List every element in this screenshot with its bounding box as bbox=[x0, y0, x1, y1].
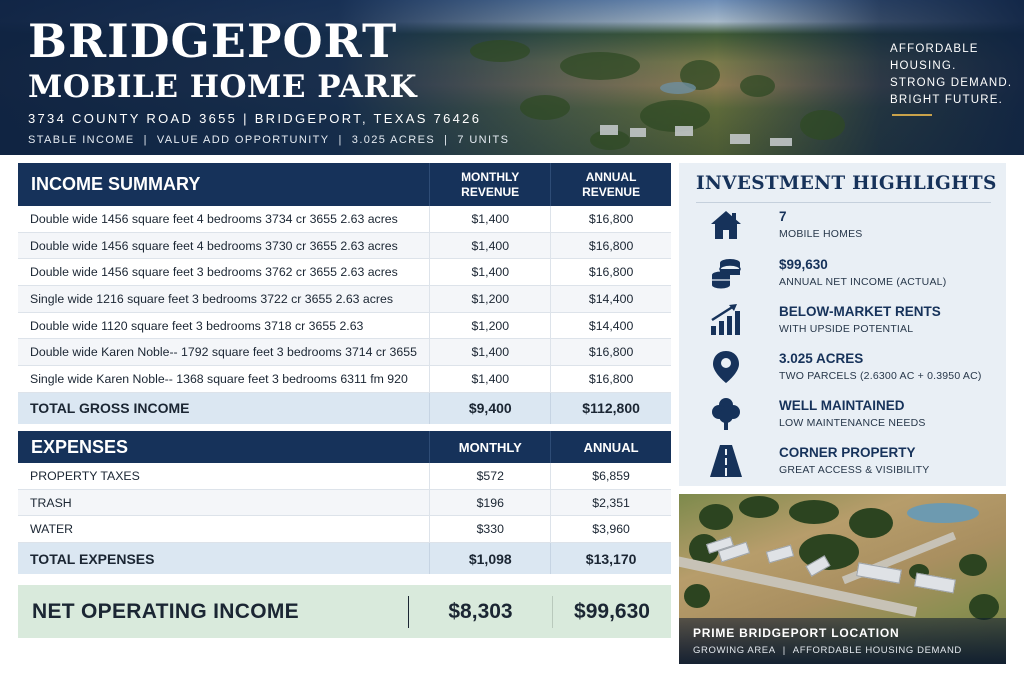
highlight-sub: LOW MAINTENANCE NEEDS bbox=[779, 417, 926, 429]
annual-revenue: $16,800 bbox=[550, 233, 671, 259]
tag-separator: | bbox=[143, 134, 148, 146]
header-banner bbox=[0, 0, 1024, 155]
noi-monthly: $8,303 bbox=[448, 599, 513, 623]
slogan-line: HOUSING. bbox=[890, 60, 957, 72]
highlight-item bbox=[696, 443, 996, 487]
expense-rows bbox=[18, 463, 671, 543]
highlight-main: $99,630 bbox=[779, 257, 828, 272]
table-row bbox=[18, 463, 671, 490]
total-annual: $13,170 bbox=[550, 543, 671, 574]
expense-annual: $2,351 bbox=[550, 490, 671, 516]
title-line-2: MOBILE HOME PARK bbox=[28, 69, 418, 105]
coin-stack-icon bbox=[708, 255, 744, 291]
highlight-sub: MOBILE HOMES bbox=[779, 228, 863, 240]
expense-label: WATER bbox=[30, 522, 74, 537]
annual-revenue: $14,400 bbox=[550, 286, 671, 312]
tree-icon bbox=[708, 396, 744, 432]
annual-revenue: $16,800 bbox=[550, 366, 671, 392]
expense-monthly: $572 bbox=[429, 463, 550, 489]
total-label: TOTAL GROSS INCOME bbox=[30, 400, 190, 417]
slogan-line: STRONG DEMAND. bbox=[890, 77, 1013, 89]
highlight-main: 7 bbox=[779, 209, 787, 224]
table-row bbox=[18, 339, 671, 366]
gold-divider bbox=[892, 114, 932, 116]
unit-description: Single wide Karen Noble-- 1368 square feet 3 bedrooms 6311 fm 920 bbox=[30, 371, 408, 386]
income-title: INCOME SUMMARY bbox=[31, 174, 201, 194]
table-row bbox=[18, 516, 671, 543]
location-photo bbox=[679, 494, 1006, 664]
location-sub-left: GROWING AREA bbox=[693, 645, 776, 656]
highlight-sub: TWO PARCELS (2.6300 AC + 0.3950 AC) bbox=[779, 370, 982, 382]
income-summary-table bbox=[18, 163, 671, 424]
monthly-revenue: $1,400 bbox=[429, 233, 550, 259]
table-row bbox=[18, 313, 671, 340]
total-expenses-row bbox=[18, 543, 671, 574]
annual-revenue: $14,400 bbox=[550, 313, 671, 339]
total-annual: $112,800 bbox=[550, 393, 671, 424]
road-icon bbox=[708, 443, 744, 479]
annual-revenue: $16,800 bbox=[550, 259, 671, 285]
unit-description: Double wide 1120 square feet 3 bedrooms 3718 cr 3655 2.63 bbox=[30, 318, 364, 333]
expense-monthly: $196 bbox=[429, 490, 550, 516]
expense-annual: $6,859 bbox=[550, 463, 671, 489]
highlight-item bbox=[696, 349, 996, 393]
tagline bbox=[28, 134, 509, 146]
total-monthly: $1,098 bbox=[429, 543, 550, 574]
tag-separator: | bbox=[338, 134, 343, 146]
total-gross-income-row bbox=[18, 393, 671, 424]
expense-label: PROPERTY TAXES bbox=[30, 468, 140, 483]
highlight-main: 3.025 ACRES bbox=[779, 351, 864, 366]
investment-highlights-panel bbox=[679, 163, 1006, 486]
monthly-revenue: $1,200 bbox=[429, 313, 550, 339]
highlight-item bbox=[696, 207, 996, 251]
income-rows bbox=[18, 206, 671, 393]
house-icon bbox=[708, 207, 744, 243]
highlight-main: BELOW-MARKET RENTS bbox=[779, 304, 941, 319]
highlight-item bbox=[696, 255, 996, 299]
slogan bbox=[890, 41, 1012, 109]
unit-description: Double wide 1456 square feet 3 bedrooms 3762 cr 3655 2.63 acres bbox=[30, 265, 398, 280]
location-sub-right: AFFORDABLE HOUSING DEMAND bbox=[792, 645, 962, 656]
income-col-annual: ANNUAL REVENUE bbox=[550, 163, 671, 206]
annual-revenue: $16,800 bbox=[550, 206, 671, 232]
monthly-revenue: $1,400 bbox=[429, 259, 550, 285]
expense-monthly: $330 bbox=[429, 516, 550, 542]
tag-separator: | bbox=[444, 134, 449, 146]
annual-revenue: $16,800 bbox=[550, 339, 671, 365]
location-caption bbox=[679, 618, 1006, 664]
total-monthly: $9,400 bbox=[429, 393, 550, 424]
highlight-main: CORNER PROPERTY bbox=[779, 445, 916, 460]
monthly-revenue: $1,400 bbox=[429, 339, 550, 365]
highlight-item bbox=[696, 302, 996, 346]
income-col-monthly: MONTHLY REVENUE bbox=[429, 163, 550, 206]
unit-description: Single wide 1216 square feet 3 bedrooms 3722 cr 3655 2.63 acres bbox=[30, 291, 393, 306]
bar-growth-icon bbox=[708, 302, 744, 338]
noi-annual: $99,630 bbox=[574, 599, 650, 623]
unit-description: Double wide 1456 square feet 4 bedrooms 3734 cr 3655 2.63 acres bbox=[30, 211, 398, 226]
expenses-table bbox=[18, 431, 671, 574]
slogan-line: AFFORDABLE bbox=[890, 43, 979, 55]
tag-item: STABLE INCOME bbox=[28, 134, 135, 146]
table-row bbox=[18, 366, 671, 393]
table-row bbox=[18, 206, 671, 233]
table-row bbox=[18, 259, 671, 286]
expenses-col-annual: ANNUAL bbox=[550, 431, 671, 463]
expenses-col-monthly: MONTHLY bbox=[429, 431, 550, 463]
highlights-title: INVESTMENT HIGHLIGHTS bbox=[696, 173, 997, 194]
expense-annual: $3,960 bbox=[550, 516, 671, 542]
income-header bbox=[18, 163, 671, 206]
tag-item: 3.025 ACRES bbox=[351, 134, 436, 146]
monthly-revenue: $1,400 bbox=[429, 206, 550, 232]
highlight-item bbox=[696, 396, 996, 440]
highlight-main: WELL MAINTAINED bbox=[779, 398, 905, 413]
location-subtitle bbox=[693, 645, 962, 656]
table-row bbox=[18, 286, 671, 313]
highlight-sub: WITH UPSIDE POTENTIAL bbox=[779, 323, 914, 335]
noi-label: NET OPERATING INCOME bbox=[32, 599, 299, 623]
net-operating-income-bar bbox=[18, 585, 671, 638]
slogan-line: BRIGHT FUTURE. bbox=[890, 94, 1004, 106]
monthly-revenue: $1,400 bbox=[429, 366, 550, 392]
location-title: PRIME BRIDGEPORT LOCATION bbox=[693, 626, 900, 640]
total-label: TOTAL EXPENSES bbox=[30, 550, 155, 567]
tag-item: 7 UNITS bbox=[457, 134, 510, 146]
expense-label: TRASH bbox=[30, 495, 72, 510]
title-line-1: BRIDGEPORT bbox=[28, 14, 398, 68]
unit-description: Double wide Karen Noble-- 1792 square feet 3 bedrooms 3714 cr 3655 bbox=[30, 345, 417, 360]
highlights-divider bbox=[696, 202, 991, 203]
tag-item: VALUE ADD OPPORTUNITY bbox=[156, 134, 330, 146]
highlight-sub: ANNUAL NET INCOME (ACTUAL) bbox=[779, 276, 947, 288]
expenses-title: EXPENSES bbox=[31, 436, 129, 457]
unit-description: Double wide 1456 square feet 4 bedrooms 3730 cr 3655 2.63 acres bbox=[30, 238, 398, 253]
highlight-sub: GREAT ACCESS & VISIBILITY bbox=[779, 464, 930, 476]
table-row bbox=[18, 490, 671, 517]
property-address: 3734 COUNTY ROAD 3655 | BRIDGEPORT, TEXAS 76426 bbox=[28, 111, 482, 126]
map-pin-icon bbox=[708, 349, 744, 385]
expenses-header bbox=[18, 431, 671, 463]
monthly-revenue: $1,200 bbox=[429, 286, 550, 312]
table-row bbox=[18, 233, 671, 260]
location-sub-separator: | bbox=[782, 645, 786, 656]
